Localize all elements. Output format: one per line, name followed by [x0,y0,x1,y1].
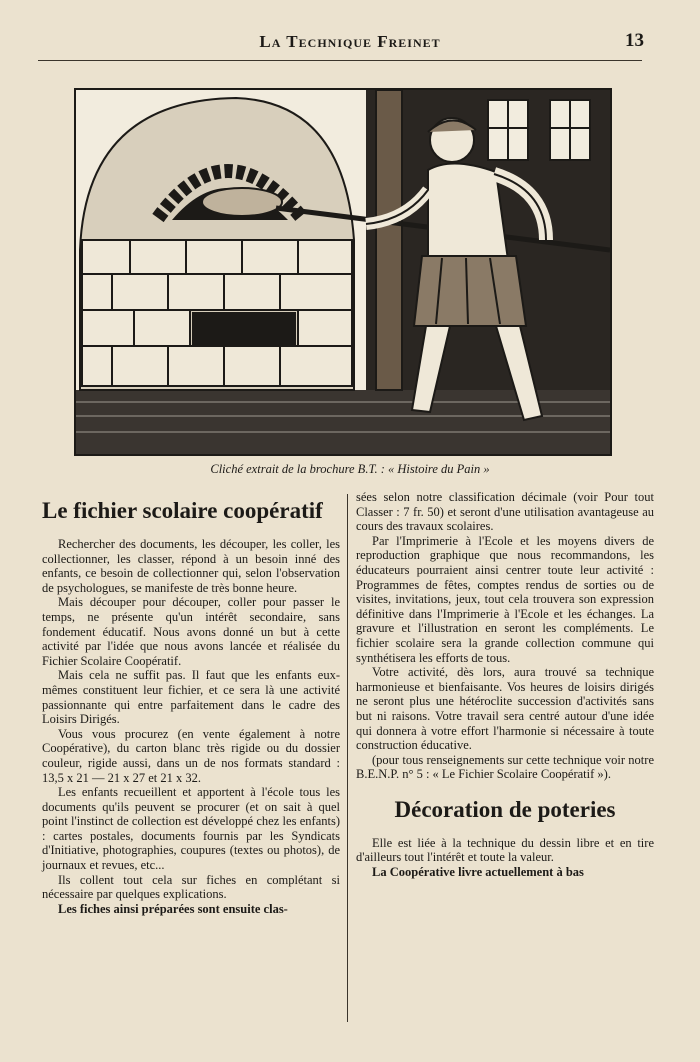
article-title: Le fichier scolaire coopératif [42,498,323,523]
paragraph: Vous vous procurez (en vente également à notre Coopérative), du carton blanc très rigide ou du dossier couleur, rigide aussi, dans un de nos formats standard : 13,5 x 21 — 21 x 27 et 21 x 32. [42,726,340,785]
paragraph: Mais découper pour découper, coller pour passer le temps, ne présente qu'un intérêt secondaire, sans fondement éducatif. Nous avons donné un but à cette activité par l'idée que nous avons lancée et réalisée du Fichier Scolaire Coopératif. [42,595,340,668]
paragraph: Les fiches ainsi préparées sont ensuite clas- [58,901,288,916]
column-divider [347,494,348,1022]
paragraph: Ils collent tout cela sur fiches en complétant si nécessaire par quelques explications. [42,872,340,902]
paragraph: Par l'Imprimerie à l'Ecole et les moyens divers de reproduction graphique que nous recommandons, les éducateurs pourraient ainsi centrer toute leur activité : Programmes de fêtes, comptes rendus de sorties ou de visites, invitations, jeux, tout cela trouvera son expression définitive dans l'Imprimerie à l'Ecole et les échanges. La gravure et l'illustration en seront les compléments. Le fichier scolaire sera la grande collection commune qui synthétisera les efforts de tous. [356,533,654,665]
bread-oven-illustration [74,88,612,456]
right-column [356,490,654,880]
paragraph-continuation: sées selon notre classification décimale (voir Pour tout Classer : 7 fr. 50) et seront d'une utilisation avantageuse au cours des travaux scolaires. [356,490,654,534]
paragraph: Rechercher des documents, les découper, les coller, les collectionner, les classer, répond à un besoin inné des enfants, ce besoin de collectionner qui, selon l'observation de psychologues, se manifeste de très bonne heure. [42,537,340,595]
article-title: Décoration de poteries [394,796,616,822]
page-number: 13 [625,30,644,51]
paragraph: Votre activité, dès lors, aura trouvé sa technique harmonieuse et bienfaisante. Vos heures de loisirs dirigés ne seront plus une hétéroclite succession d'activités sans but ni raisons. Votre travail sera centré autour d'une idée qui donnera à votre effort l'harmonie si nécessaire à toute construction éducative. [356,665,654,753]
left-column [42,495,340,916]
paragraph: Elle est liée à la technique du dessin libre et en tire d'ailleurs tout l'intérêt et toute la valeur. [356,835,654,865]
figure-caption: Cliché extrait de la brochure B.T. : « Histoire du Pain » [210,462,490,476]
paragraph: (pour tous renseignements sur cette technique voir notre B.E.N.P. n° 5 : « Le Fichier Scolaire Coopératif »). [356,752,654,782]
paragraph: Mais cela ne suffit pas. Il faut que les enfants eux-mêmes constituent leur fichier, et ce sera là une activité passionnante qui entre parfaitement dans le cadre des Loisirs Dirigés. [42,668,340,727]
journal-title: La Technique Freinet [259,32,441,51]
header-rule [38,60,642,61]
paragraph: Les enfants recueillent et apportent à l'école tous les documents qu'ils peuvent se procurer (et on sait à quel point l'instinct de collection est développé chez les enfants) : cartes postales, documents fournis par les Syndicats d'Initiative, photographies, coupures (textes ou photos), de journaux et revues, etc... [42,785,340,873]
paragraph: La Coopérative livre actuellement à bas [372,865,584,880]
